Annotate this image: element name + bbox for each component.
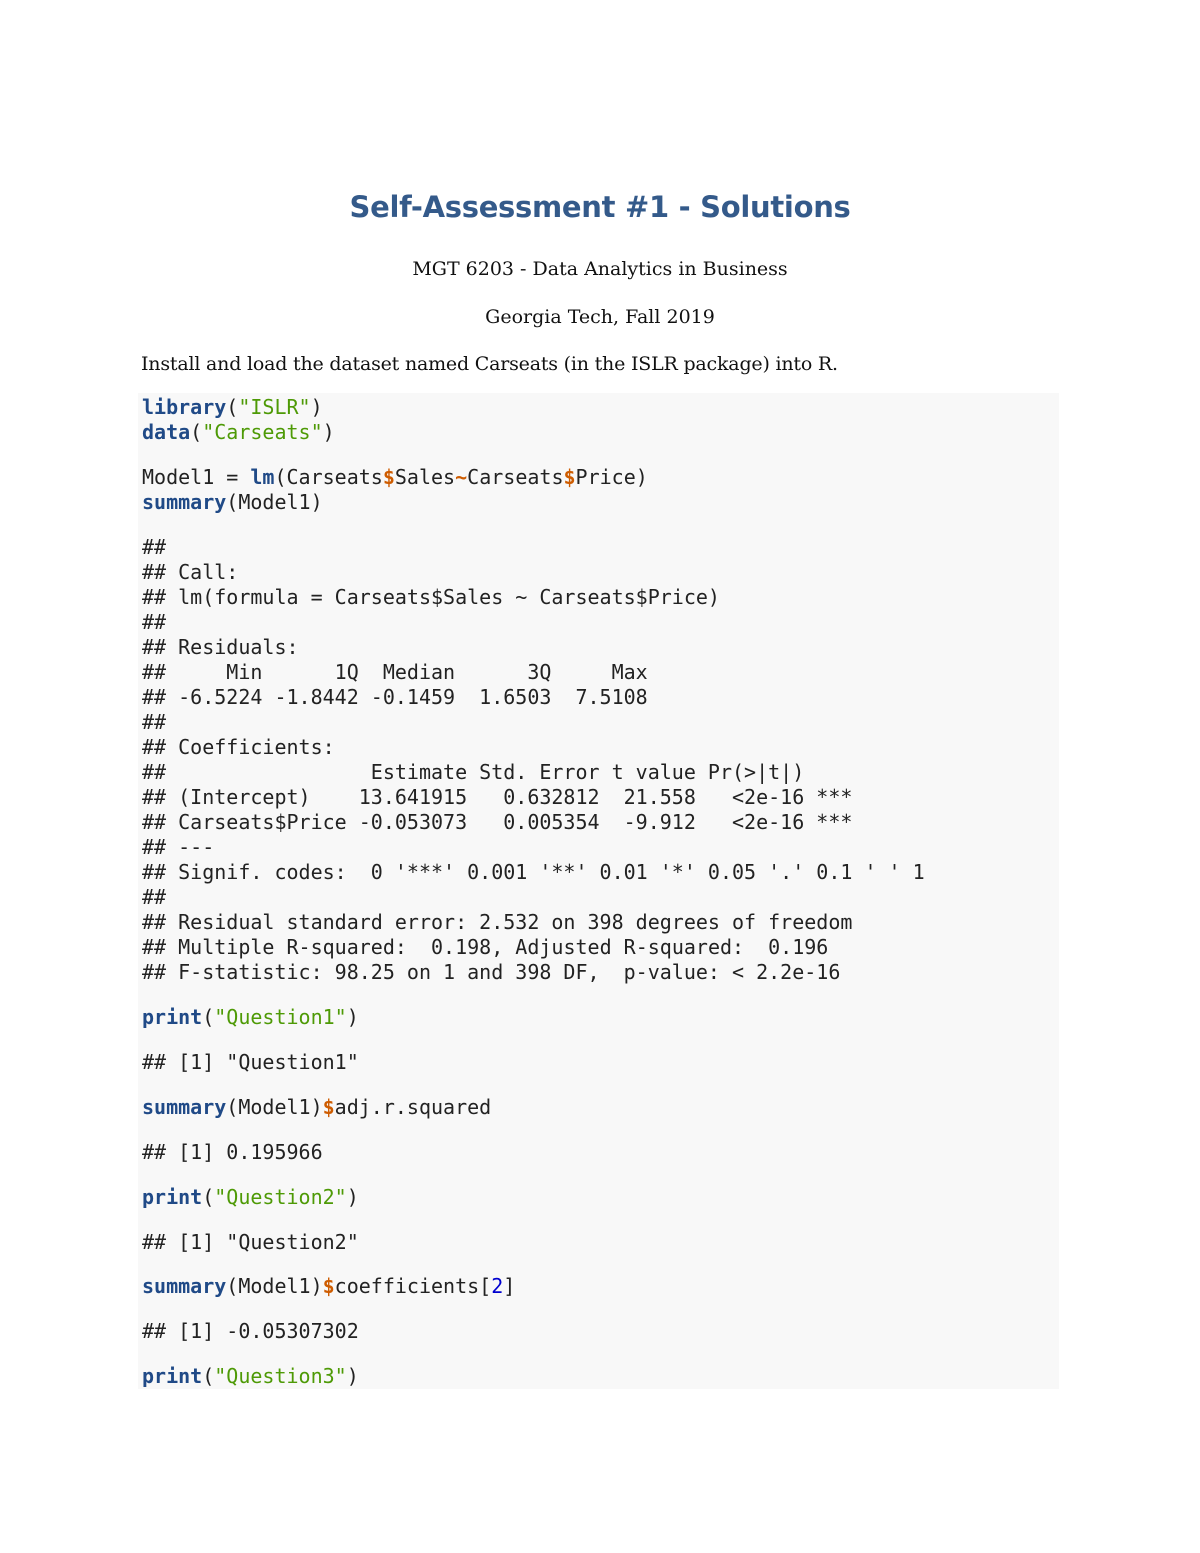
code-function: summary (142, 1274, 227, 1298)
code-line-print-q1 (142, 1005, 359, 1030)
code-line-print-q3 (142, 1364, 359, 1389)
term-subtitle: Georgia Tech, Fall 2019 (485, 306, 715, 328)
output-line: ## (142, 710, 167, 734)
code-operator: $ (322, 1095, 335, 1119)
code-text: Model1 = (142, 465, 251, 489)
output-line: ## Carseats$Price -0.053073 0.005354 -9.912 <2e-16 *** (142, 810, 853, 834)
code-function: summary (142, 1095, 227, 1119)
code-text: (Model1) (226, 1274, 323, 1298)
code-string: "Carseats" (202, 420, 323, 444)
code-paren: ( (226, 395, 239, 419)
course-subtitle: MGT 6203 - Data Analytics in Business (412, 258, 788, 280)
code-line-coefficients (142, 1274, 515, 1299)
code-function: print (142, 1005, 203, 1029)
code-line-data (142, 420, 335, 445)
code-function: lm (250, 465, 275, 489)
code-operator: $ (563, 465, 576, 489)
code-line-print-q2 (142, 1185, 359, 1210)
code-text: adj.r.squared (334, 1095, 492, 1119)
output-line: ## [1] -0.05307302 (142, 1319, 359, 1343)
code-function: print (142, 1364, 203, 1388)
code-operator: $ (322, 1274, 335, 1298)
output-line: ## (142, 610, 167, 634)
output-line: ## Estimate Std. Error t value Pr(>|t|) (142, 760, 805, 784)
code-string: "Question2" (214, 1185, 347, 1209)
code-text: Sales (394, 465, 456, 489)
code-operator: ~ (455, 465, 468, 489)
output-line: ## Min 1Q Median 3Q Max (142, 660, 648, 684)
output-line: ## Signif. codes: 0 '***' 0.001 '**' 0.01 '*' 0.05 '.' 0.1 ' ' 1 (142, 860, 925, 884)
code-string: "ISLR" (238, 395, 311, 419)
code-paren: ) (346, 1005, 359, 1029)
output-line: ## F-statistic: 98.25 on 1 and 398 DF, p-value: < 2.2e-16 (142, 960, 841, 984)
output-line: ## Multiple R-squared: 0.198, Adjusted R-squared: 0.196 (142, 935, 829, 959)
output-line: ## --- (142, 835, 215, 859)
output-line: ## lm(formula = Carseats$Sales ~ Carseats$Price) (142, 585, 720, 609)
code-number: 2 (491, 1274, 504, 1298)
code-text: (Carseats (274, 465, 383, 489)
code-text: ] (503, 1274, 516, 1298)
output-line: ## Residuals: (142, 635, 299, 659)
code-paren: ( (202, 1185, 215, 1209)
code-line-summary (142, 490, 323, 515)
code-function: library (142, 395, 227, 419)
output-line: ## [1] "Question1" (142, 1050, 359, 1074)
output-line: ## [1] 0.195966 (142, 1140, 323, 1164)
output-line: ## (Intercept) 13.641915 0.632812 21.558 <2e-16 *** (142, 785, 853, 809)
code-paren: ) (322, 420, 335, 444)
code-line-adj-r-squared (142, 1095, 491, 1120)
code-text: Price) (575, 465, 648, 489)
code-paren: ) (346, 1364, 359, 1388)
code-operator: $ (382, 465, 395, 489)
code-text: (Model1) (226, 490, 323, 514)
code-line-library (142, 395, 323, 420)
code-paren: ( (190, 420, 203, 444)
output-line: ## -6.5224 -1.8442 -0.1459 1.6503 7.5108 (142, 685, 648, 709)
code-text: (Model1) (226, 1095, 323, 1119)
code-paren: ( (202, 1005, 215, 1029)
output-line: ## (142, 535, 167, 559)
output-line: ## (142, 885, 167, 909)
output-line: ## Residual standard error: 2.532 on 398 degrees of freedom (142, 910, 853, 934)
code-function: summary (142, 490, 227, 514)
code-paren: ( (202, 1364, 215, 1388)
code-function: data (142, 420, 191, 444)
page-title: Self-Assessment #1 - Solutions (349, 190, 851, 224)
code-string: "Question1" (214, 1005, 347, 1029)
output-line: ## Call: (142, 560, 239, 584)
code-paren: ) (310, 395, 323, 419)
code-string: "Question3" (214, 1364, 347, 1388)
output-line: ## Coefficients: (142, 735, 335, 759)
code-function: print (142, 1185, 203, 1209)
code-text: Carseats (467, 465, 564, 489)
output-line: ## [1] "Question2" (142, 1230, 359, 1254)
code-text: coefficients[ (334, 1274, 492, 1298)
code-line-model (142, 465, 648, 490)
intro-paragraph: Install and load the dataset named Carseats (in the ISLR package) into R. (141, 353, 838, 375)
code-paren: ) (346, 1185, 359, 1209)
